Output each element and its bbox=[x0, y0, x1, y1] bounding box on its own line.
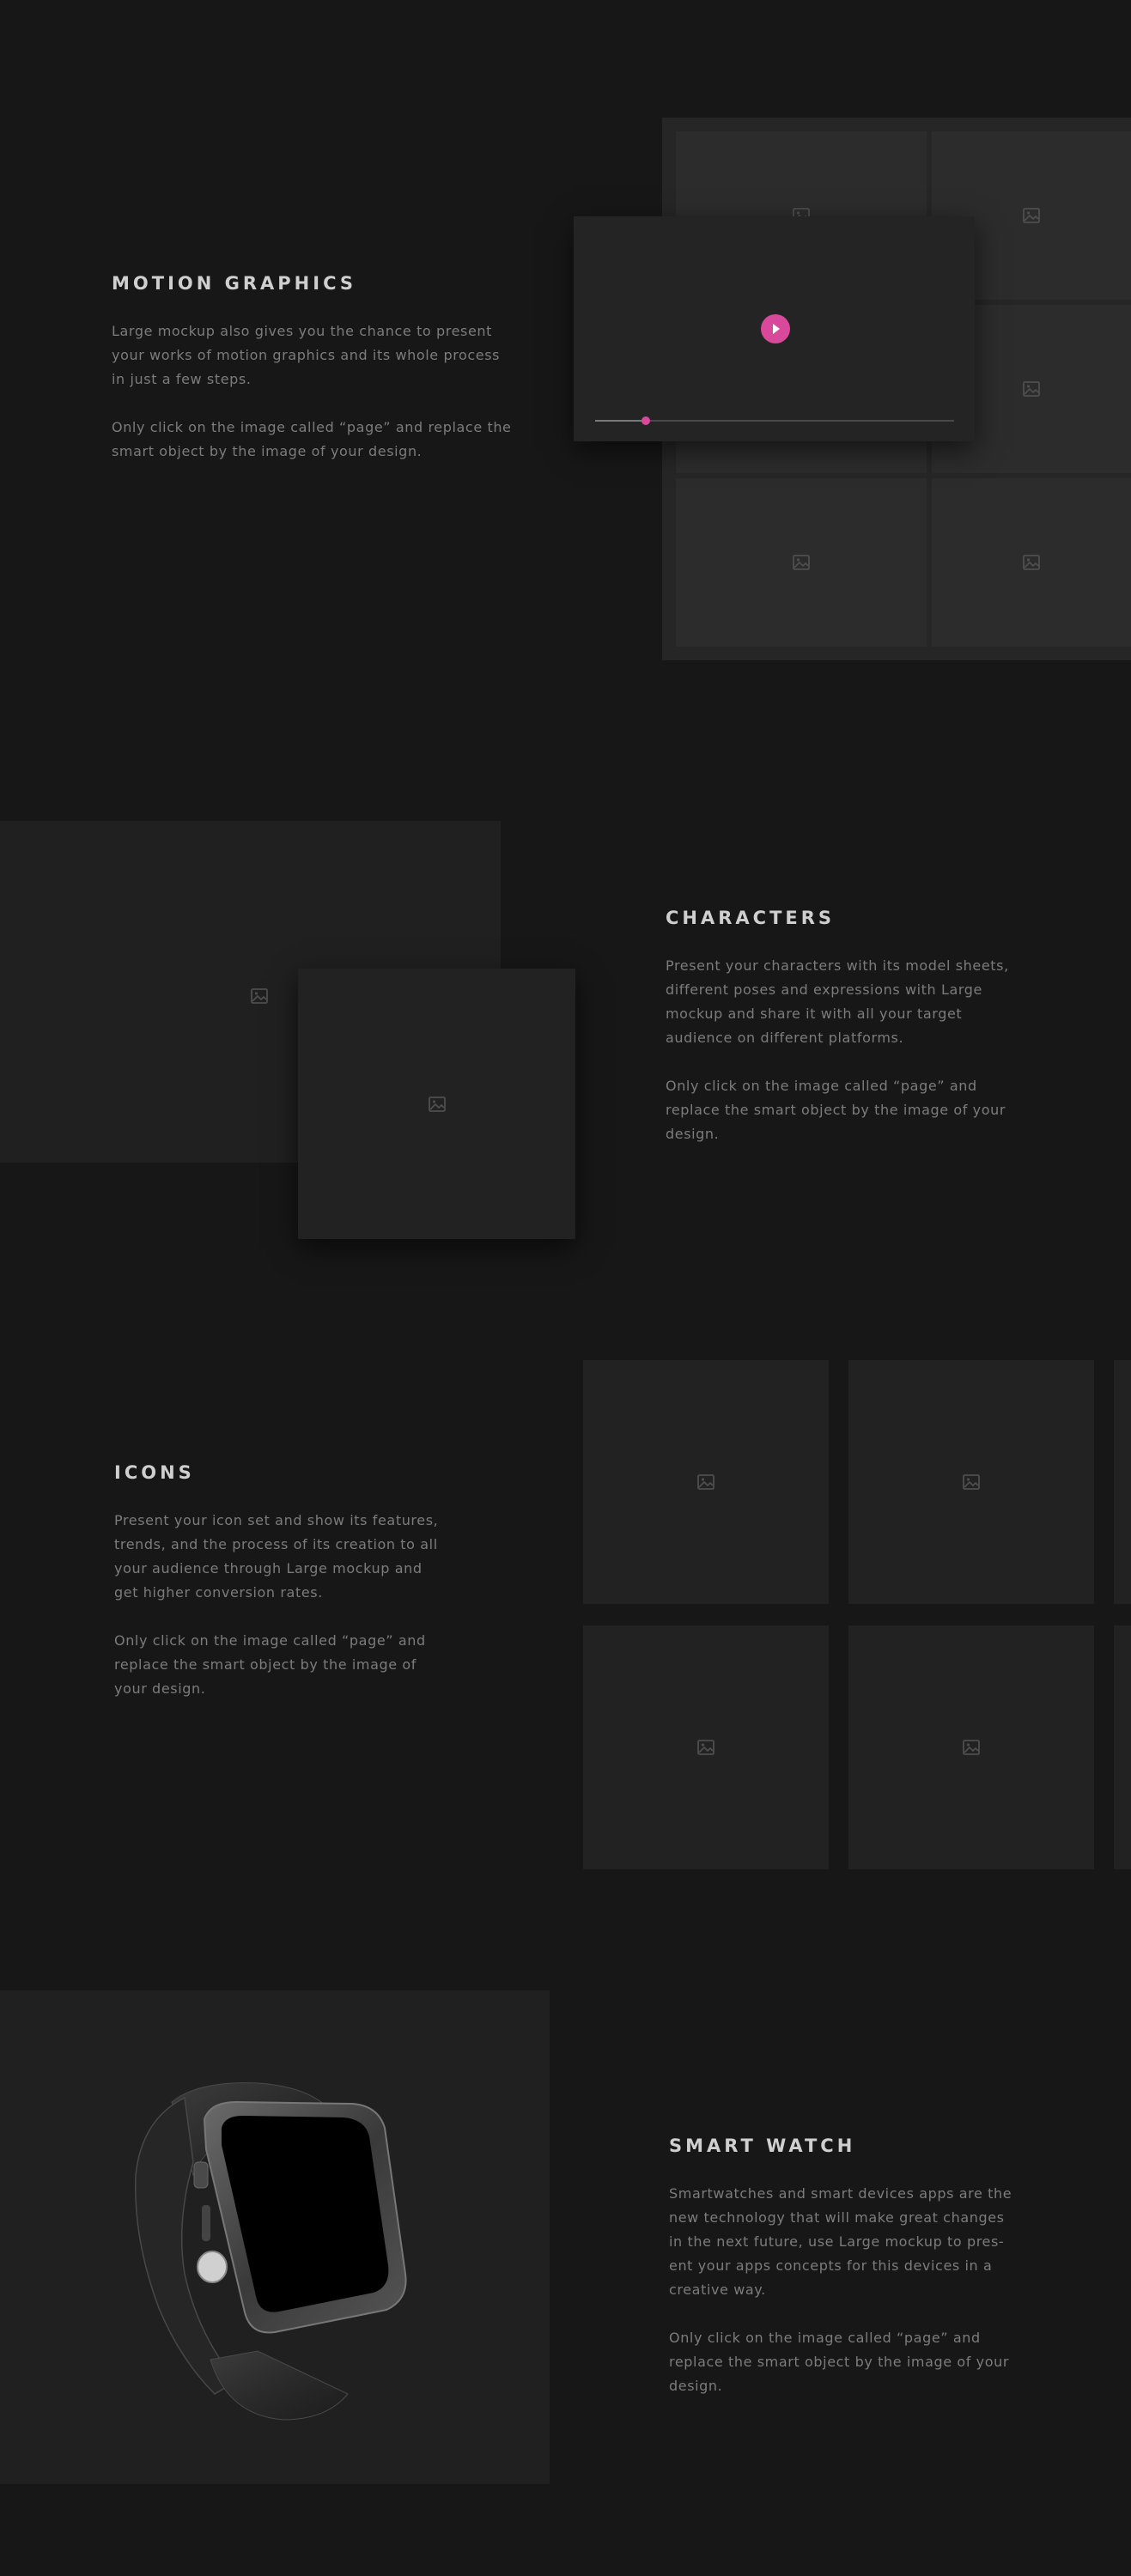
icon-tile[interactable] bbox=[583, 1360, 829, 1604]
image-placeholder-icon bbox=[1021, 205, 1042, 226]
smart-watch-text bbox=[669, 2136, 1012, 2398]
smart-watch-instruction: Only click on the image called “page” and replace the smart object by the image of your design. bbox=[669, 2330, 1010, 2394]
icon-tile[interactable] bbox=[1114, 1360, 1131, 1604]
characters-instruction: Only click on the image called “page” and replace the smart object by the image of your design. bbox=[666, 1078, 1006, 1142]
video-player bbox=[574, 216, 975, 441]
image-placeholder-icon bbox=[1021, 379, 1042, 399]
icon-tile[interactable] bbox=[848, 1360, 1094, 1604]
characters-text bbox=[666, 908, 1009, 1146]
image-placeholder-icon bbox=[427, 1094, 447, 1115]
video-progress-fill bbox=[595, 420, 646, 422]
mockup-tile[interactable] bbox=[676, 478, 927, 647]
icons-instruction: Only click on the image called “page” and replace the smart object by the image of your design. bbox=[114, 1632, 426, 1697]
smart-watch-image bbox=[0, 1990, 550, 2484]
smart-watch-title: SMART WATCH bbox=[669, 2136, 856, 2156]
image-placeholder-icon bbox=[961, 1472, 982, 1492]
icons-text bbox=[114, 1462, 449, 1701]
icon-tile[interactable] bbox=[848, 1625, 1094, 1869]
characters-title: CHARACTERS bbox=[666, 908, 836, 928]
play-icon[interactable] bbox=[761, 314, 790, 343]
image-placeholder-icon bbox=[791, 552, 812, 573]
smart-watch-description: Smartwatches and smart devices apps are the new technology that will make great changes in the next future, use Large mockup to pres-ent your apps concepts for this devices in a creative way. bbox=[669, 2185, 1012, 2298]
icons-title: ICONS bbox=[114, 1462, 195, 1483]
icons-description: Present your icon set and show its features, trends, and the process of its creation to all your audience through Large mockup and get higher conversion rates. bbox=[114, 1512, 439, 1601]
motion-graphics-instruction: Only click on the image called “page” and replace the smart object by the image of your design. bbox=[112, 419, 512, 459]
image-placeholder-icon bbox=[1021, 552, 1042, 573]
icon-tile[interactable] bbox=[583, 1625, 829, 1869]
icon-tile[interactable] bbox=[1114, 1625, 1131, 1869]
image-placeholder-icon bbox=[249, 986, 270, 1006]
image-placeholder-icon bbox=[961, 1737, 982, 1758]
characters-description: Present your characters with its model sheets, different poses and expressions with Large mockup and share it with all your target audience on different platforms. bbox=[666, 957, 1009, 1046]
motion-graphics-text bbox=[112, 273, 515, 464]
image-placeholder-icon bbox=[696, 1472, 716, 1492]
video-progress-handle[interactable] bbox=[642, 416, 650, 425]
character-sheet-small[interactable] bbox=[298, 969, 575, 1239]
motion-graphics-title: MOTION GRAPHICS bbox=[112, 273, 356, 294]
motion-graphics-description: Large mockup also gives you the chance to present your works of motion graphics and its whole process in just a few steps. bbox=[112, 323, 501, 387]
smart-watch-panel bbox=[0, 1990, 550, 2484]
video-progress-bar[interactable] bbox=[595, 420, 954, 422]
image-placeholder-icon bbox=[696, 1737, 716, 1758]
mockup-tile[interactable] bbox=[932, 478, 1131, 647]
